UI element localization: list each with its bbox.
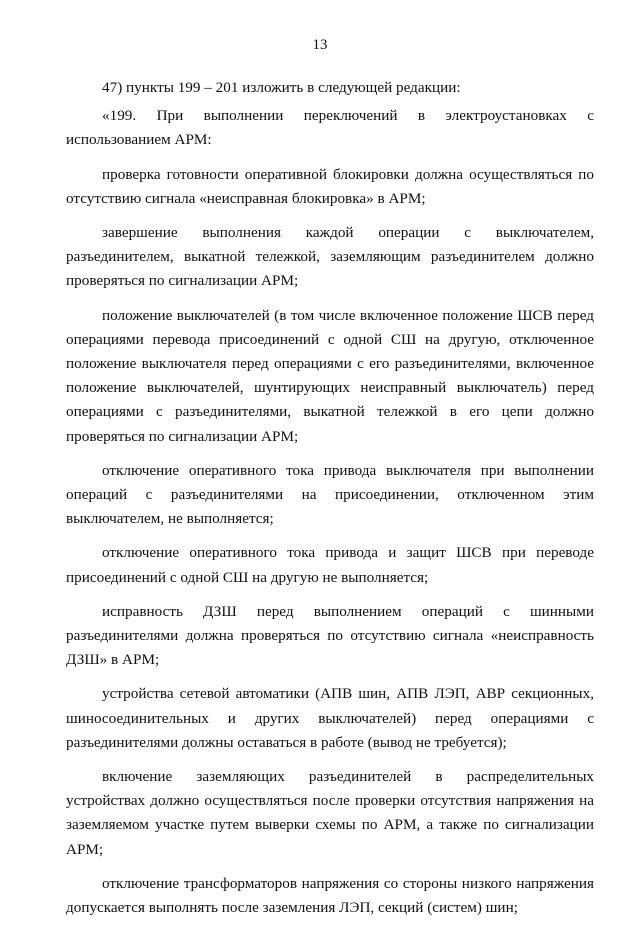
- clause-paragraph: отключение оперативного тока привода и защит ШСВ при переводе присоединений с одной СШ на другую не выполняется;: [66, 544, 594, 586]
- clause-paragraph: проверка готовности оперативной блокировки должна осуществляться по отсутствию сигнала «неисправная блокировка» в АРМ;: [66, 165, 594, 207]
- clause-paragraph: завершение выполнения каждой операции с выключателем, разъединителем, выкатной тележкой, заземляющим разъединителем должно проверяться по сигнализации АРМ;: [66, 224, 594, 290]
- page-number: 13: [312, 37, 328, 53]
- clause-199-intro: «199. При выполнении переключений в электроустановках с использованием АРМ:: [66, 107, 594, 149]
- clause-paragraph: включение заземляющих разъединителей в распределительных устройствах должно осуществляться после проверки отсутствия напряжения на заземляемом участке путем выверки схемы по АРМ, а также по сигнализации АРМ;: [66, 768, 594, 858]
- amendment-paragraph: 47) пункты 199 – 201 изложить в следующей редакции:: [102, 79, 461, 96]
- clause-paragraph: отключение трансформаторов напряжения со стороны низкого напряжения допускается выполнять после заземления ЛЭП, секций (систем) шин;: [66, 874, 594, 917]
- document-body: [66, 76, 594, 930]
- clause-paragraph: исправность ДЗШ перед выполнением операций с шинными разъединителями должна проверяться по отсутствию сигнала «неисправность ДЗШ» в АРМ;: [66, 602, 594, 669]
- clause-paragraph: устройства сетевой автоматики (АПВ шин, АПВ ЛЭП, АВР секционных, шиносоединительных и других выключателей) перед операциями с разъединителями должны оставаться в работе (вывод не требуется);: [66, 685, 594, 751]
- clause-paragraph: отключение оперативного тока привода выключателя при выполнении операций с разъединителями на присоединении, отключенном этим выключателем, не выполняется;: [66, 461, 594, 528]
- clause-paragraph: положение выключателей (в том числе включенное положение ШСВ перед операциями перевода присоединений с одной СШ на другую, отключенное положение выключателя перед операциями с его разъединителями, включенное положение выключателей, шунтирующих неисправный выключатель) перед операциями с разъединителями, выкатной тележкой в его цепи должно проверяться по сигнализации АРМ;: [66, 306, 594, 445]
